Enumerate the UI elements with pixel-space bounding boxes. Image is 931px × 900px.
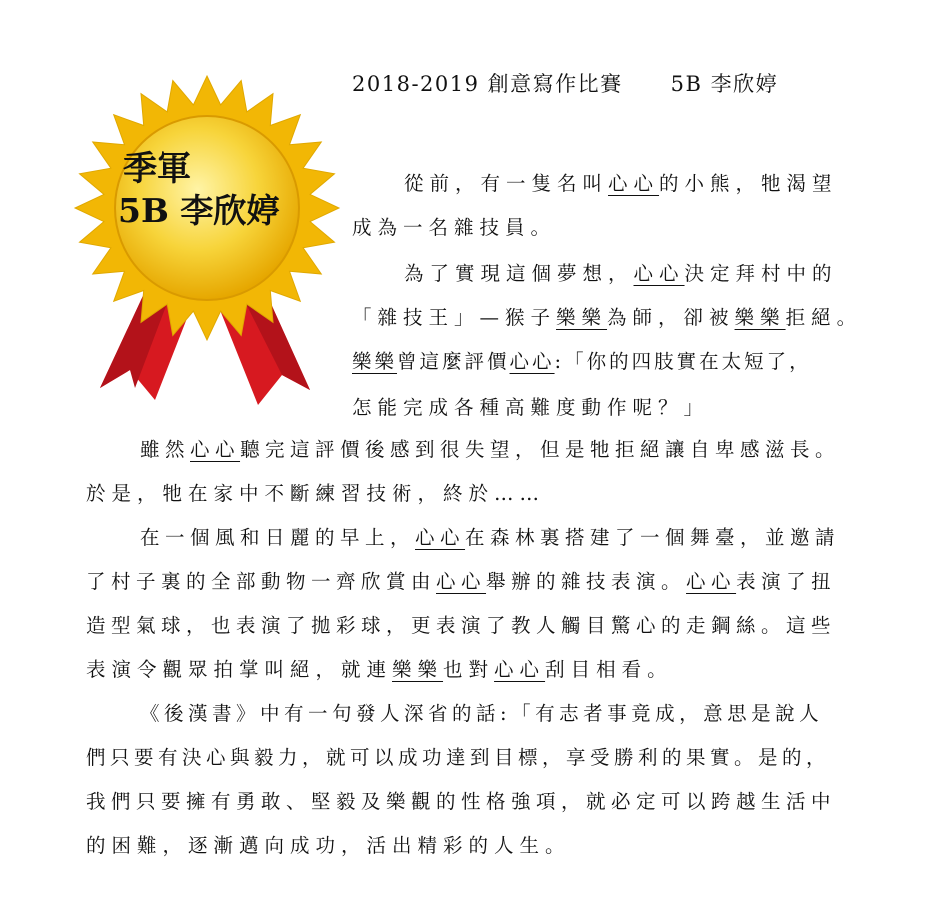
para1-line1: 從前，有一隻名叫心心的小熊，牠渴望 <box>404 172 838 195</box>
para2-line4: 怎能完成各種高難度動作呢？」 <box>352 396 710 419</box>
para4-line1: 在一個風和日麗的早上，心心在森林裏搭建了一個舞臺，並邀請 <box>140 526 841 549</box>
para5-line1: 《後漢書》中有一句發人深省的話:「有志者事竟成，意思是說人 <box>140 702 824 725</box>
award-medal <box>60 70 350 410</box>
name-xinxin: 心心 <box>415 526 466 549</box>
para4-line3: 造型氣球，也表演了拋彩球，更表演了教人觸目驚心的走鋼絲。這些 <box>86 614 837 637</box>
author-name: 5B 李欣婷 <box>670 72 779 96</box>
contest-title: 2018-2019 創意寫作比賽 <box>352 72 623 96</box>
para4-line4: 表演令觀眾拍掌叫絕，就連樂樂也對心心刮目相看。 <box>86 658 673 681</box>
para3-line2: 於是，牠在家中不斷練習技術，終於…… <box>86 482 546 505</box>
para2-line1: 為了實現這個夢想，心心決定拜村中的 <box>404 262 838 285</box>
para5-line3: 我們只要擁有勇敢、堅毅及樂觀的性格強項，就必定可以跨越生活中 <box>86 790 837 813</box>
name-xinxin: 心心 <box>494 658 546 681</box>
name-xinxin: 心心 <box>686 570 737 593</box>
para5-line4: 的困難，逐漸邁向成功，活出精彩的人生。 <box>86 834 571 857</box>
name-lele: 樂樂 <box>556 306 608 329</box>
para3-line1: 雖然心心聽完這評價後感到很失望，但是牠拒絕讓自卑感滋長。 <box>140 438 841 461</box>
name-xinxin: 心心 <box>608 172 660 195</box>
name-xinxin: 心心 <box>190 438 241 461</box>
medal-winner: 5B 李欣婷 <box>118 191 280 230</box>
para2-line2: 「雜技王」—猴子樂樂為師，卻被樂樂拒絕。 <box>352 306 863 329</box>
para1-line2: 成為一名雜技員。 <box>352 216 557 239</box>
name-lele: 樂樂 <box>734 306 786 329</box>
para2-line3: 樂樂曾這麼評價心心:「你的四肢實在太短了， <box>352 350 812 373</box>
name-lele: 樂樂 <box>352 350 398 373</box>
name-lele: 樂樂 <box>392 658 444 681</box>
essay-header <box>352 68 778 98</box>
name-xinxin: 心心 <box>436 570 487 593</box>
name-xinxin: 心心 <box>509 350 555 373</box>
para5-line2: 們只要有決心與毅力，就可以成功達到目標，享受勝利的果實。是的， <box>86 746 831 769</box>
medal-award: 季軍 <box>123 149 191 189</box>
name-xinxin: 心心 <box>633 262 685 285</box>
para4-line2: 了村子裏的全部動物一齊欣賞由心心舉辦的雜技表演。心心表演了扭 <box>86 570 837 593</box>
